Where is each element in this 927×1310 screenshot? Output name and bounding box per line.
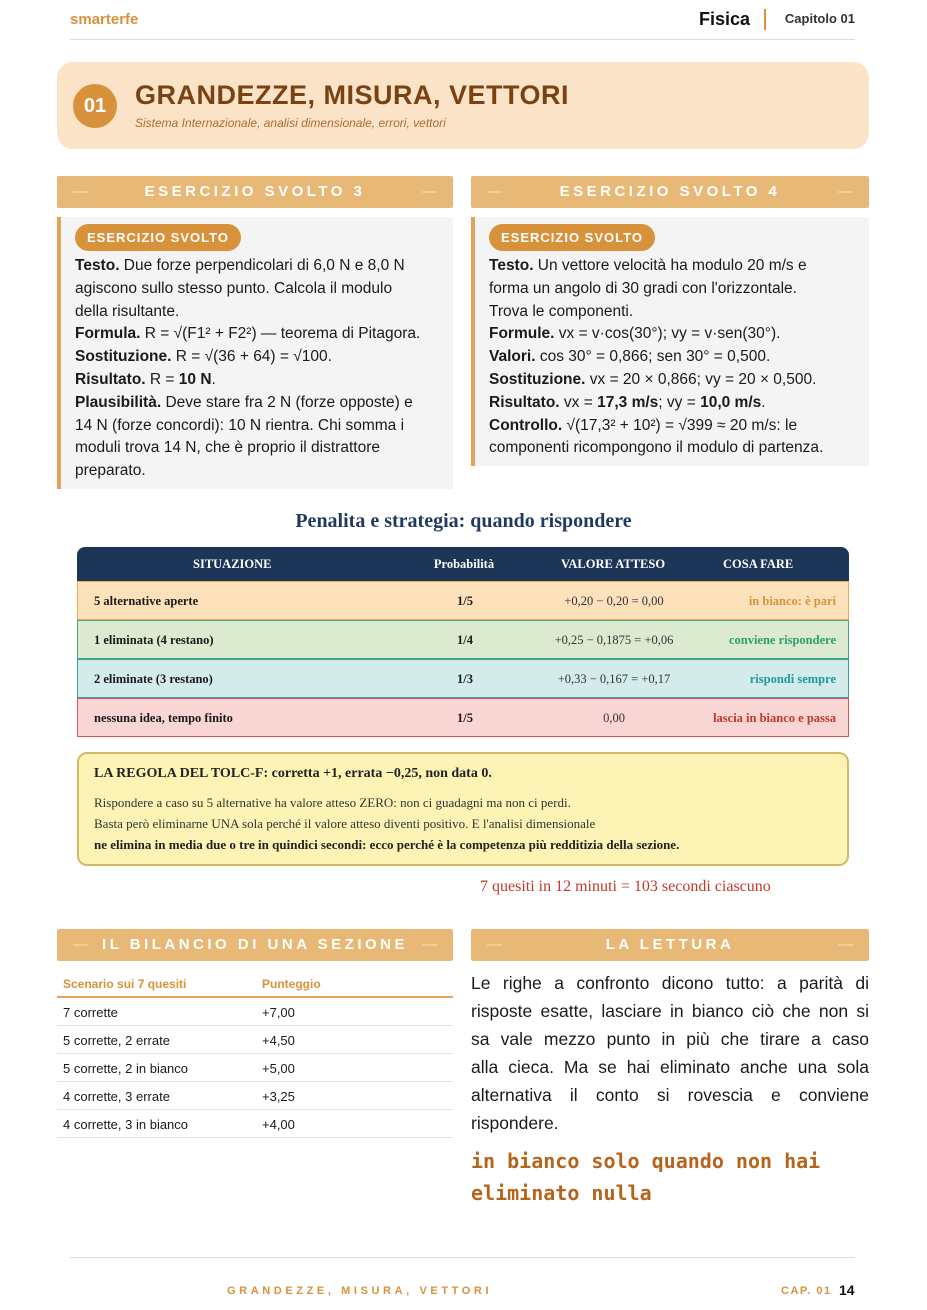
exercise-line: Testo. Un vettore velocità ha modulo 20 m/s e: [489, 257, 807, 274]
cell-probabilita: 1/3: [457, 672, 473, 686]
rule-line-3: ne elimina in media due o tre in quindici secondi: ecco perché è la competenza più redditizia della sezione.: [94, 837, 680, 852]
section-bar-label: IL BILANCIO DI UNA SEZIONE: [101, 936, 408, 953]
brand-name: smarterfe: [70, 11, 139, 28]
handwritten-line: eliminato nulla: [471, 1181, 652, 1205]
table-title: Penalita e strategia: quando rispondere: [295, 510, 632, 532]
timing-note: 7 quesiti in 12 minuti = 103 secondi ciascuno: [480, 878, 771, 895]
rule-callout: [77, 752, 849, 866]
lettura-line: Le righe a confronto dicono tutto: a parità di: [471, 973, 869, 993]
section-bar-exercise-4: — ESERCIZIO SVOLTO 4 —: [471, 176, 869, 208]
page-number: 14: [839, 1282, 855, 1298]
rule-line-2: Basta però eliminarne UNA sola perché il valore atteso diventi positivo. E l'analisi dimensionale: [94, 816, 596, 831]
table-header-row: [77, 547, 849, 581]
cell-scenario: 5 corrette, 2 in bianco: [63, 1061, 189, 1076]
cell-valore: 0,00: [603, 711, 625, 725]
cell-scenario: 4 corrette, 3 errate: [63, 1089, 170, 1104]
exercise-3-text: [75, 255, 420, 483]
cell-punteggio: +7,00: [262, 1005, 295, 1020]
cell-valore: +0,33 − 0,167 = +0,17: [557, 672, 671, 686]
cell-scenario: 7 corrette: [63, 1005, 118, 1020]
exercise-line: Formula. R = √(F1² + F2²) — teorema di Pitagora.: [75, 325, 421, 343]
chapter-label: Capitolo 01: [784, 11, 855, 26]
exercise-pill: ESERCIZIO SVOLTO: [489, 224, 655, 251]
exercise-line: 14 N (forze concordi): 10 N rientra. Chi somma i: [75, 416, 405, 434]
cell-azione: conviene rispondere: [728, 633, 836, 647]
cell-azione: lascia in bianco e passa: [713, 711, 836, 725]
header-valore-atteso: VALORE ATTESO: [560, 557, 666, 571]
cell-probabilita: 1/5: [457, 594, 473, 608]
header-scenario: Scenario sui 7 quesiti: [63, 977, 187, 991]
lettura-paragraph: [471, 969, 869, 1137]
table-row: [57, 1082, 453, 1110]
cell-situazione: nessuna idea, tempo finito: [94, 711, 233, 725]
lettura-line: risposte esatte, lasciare in bianco ciò che non si: [471, 1001, 869, 1021]
chapter-title: GRANDEZZE, MISURA, VETTORI: [135, 80, 570, 110]
exercise-line: preparato.: [75, 462, 146, 480]
page-header: [70, 0, 855, 40]
cell-azione: in bianco: è pari: [748, 594, 836, 608]
exercise-line: della risultante.: [75, 302, 180, 320]
table-row: [57, 1026, 453, 1054]
table-row: [57, 998, 453, 1026]
cell-situazione: 1 eliminata (4 restano): [94, 633, 214, 647]
exercise-3-box: [57, 217, 453, 489]
exercise-pill: ESERCIZIO SVOLTO: [75, 224, 241, 251]
exercise-line: Testo. Due forze perpendicolari di 6,0 N e 8,0 N: [75, 257, 405, 274]
header-punteggio: Punteggio: [262, 977, 321, 991]
rule-line-1: Rispondere a caso su 5 alternative ha valore atteso ZERO: non ci guadagni ma non ci perdi.: [94, 795, 571, 810]
section-bar-bilancio: — IL BILANCIO DI UNA SEZIONE —: [57, 929, 453, 961]
chapter-subtitle: Sistema Internazionale, analisi dimensionale, errori, vettori: [135, 116, 446, 130]
strategy-table: [77, 547, 849, 737]
cell-scenario: 4 corrette, 3 in bianco: [63, 1117, 189, 1132]
section-bar-label: ESERCIZIO SVOLTO 3: [144, 183, 366, 200]
handwritten-note: [471, 1145, 820, 1209]
cell-situazione: 2 eliminate (3 restano): [94, 672, 213, 686]
header-probabilita: Probabilità: [433, 557, 495, 571]
exercise-line: forma un angolo di 30 gradi con l'orizzontale.: [489, 279, 797, 297]
cell-punteggio: +3,25: [262, 1089, 295, 1104]
cell-punteggio: +4,00: [262, 1117, 295, 1132]
table-row: [77, 620, 849, 659]
chapter-title-card: [57, 62, 869, 149]
cell-azione: rispondi sempre: [749, 672, 836, 686]
lettura-line: sa vale mezzo punto in più che tirare a caso: [471, 1029, 869, 1049]
cell-probabilita: 1/5: [457, 711, 473, 725]
exercise-4-box: [471, 217, 869, 466]
rule-title: LA REGOLA DEL TOLC-F: corretta +1, errata −0,25, non data 0.: [94, 766, 492, 781]
bilancio-table: [57, 970, 453, 1138]
exercise-line: Sostituzione. vx = 20 × 0,866; vy = 20 × 0,500.: [489, 370, 817, 388]
table-row: [77, 581, 849, 620]
cell-situazione: 5 alternative aperte: [94, 594, 199, 608]
header-situazione: SITUAZIONE: [193, 557, 272, 571]
cell-valore: +0,20 − 0,20 = 0,00: [564, 594, 664, 608]
footer-chapter: CAP. 01: [781, 1285, 832, 1297]
exercise-line: Formule. vx = v·cos(30°); vy = v·sen(30°).: [489, 325, 781, 343]
header-cosa-fare: COSA FARE: [723, 557, 794, 571]
lettura-line: rispondere.: [471, 1113, 559, 1133]
header-divider: [764, 9, 766, 30]
exercise-line: Valori. cos 30° = 0,866; sen 30° = 0,500.: [489, 348, 771, 366]
cell-punteggio: +5,00: [262, 1061, 295, 1076]
table-row: [77, 659, 849, 698]
exercise-line: Risultato. R = 10 N.: [75, 370, 216, 388]
exercise-line: Trova le componenti.: [489, 302, 634, 320]
exercise-line: moduli trova 14 N, che è proprio il distrattore: [75, 439, 380, 457]
section-bar-lettura: — LA LETTURA —: [471, 929, 869, 961]
exercise-line: Sostituzione. R = √(36 + 64) = √100.: [75, 348, 332, 366]
exercise-line: agiscono sullo stesso punto. Calcola il modulo: [75, 279, 393, 297]
cell-valore: +0,25 − 0,1875 = +0,06: [554, 633, 674, 647]
section-bar-label: LA LETTURA: [605, 936, 735, 953]
chapter-number-badge: 01: [73, 84, 117, 128]
lettura-line: alla cieca. Ma se hai eliminato anche una sola: [471, 1057, 869, 1077]
section-bar-label: ESERCIZIO SVOLTO 4: [559, 183, 781, 200]
table-row: [57, 1054, 453, 1082]
cell-probabilita: 1/4: [457, 633, 473, 647]
subject-label: Fisica: [698, 9, 750, 29]
table-row: [57, 1110, 453, 1138]
handwritten-line: in bianco solo quando non hai: [471, 1149, 821, 1173]
cell-scenario: 5 corrette, 2 errate: [63, 1033, 170, 1048]
footer-rule: [70, 1257, 855, 1258]
footer-section-title: GRANDEZZE, MISURA, VETTORI: [227, 1285, 493, 1297]
exercise-4-text: [489, 255, 823, 460]
exercise-line: componenti ricompongono il modulo di partenza.: [489, 439, 824, 457]
exercise-line: Risultato. vx = 17,3 m/s; vy = 10,0 m/s.: [489, 393, 766, 411]
table-row: [77, 698, 849, 737]
cell-punteggio: +4,50: [262, 1033, 295, 1048]
section-bar-exercise-3: — ESERCIZIO SVOLTO 3 —: [57, 176, 453, 208]
exercise-line: Controllo. √(17,3² + 10²) = √399 ≈ 20 m/s: le: [489, 416, 798, 434]
lettura-line: alternativa il conto si rovescia e conviene: [471, 1085, 869, 1105]
bilancio-header-row: [57, 970, 453, 998]
exercise-line: Plausibilità. Deve stare fra 2 N (forze opposte) e: [75, 393, 413, 411]
